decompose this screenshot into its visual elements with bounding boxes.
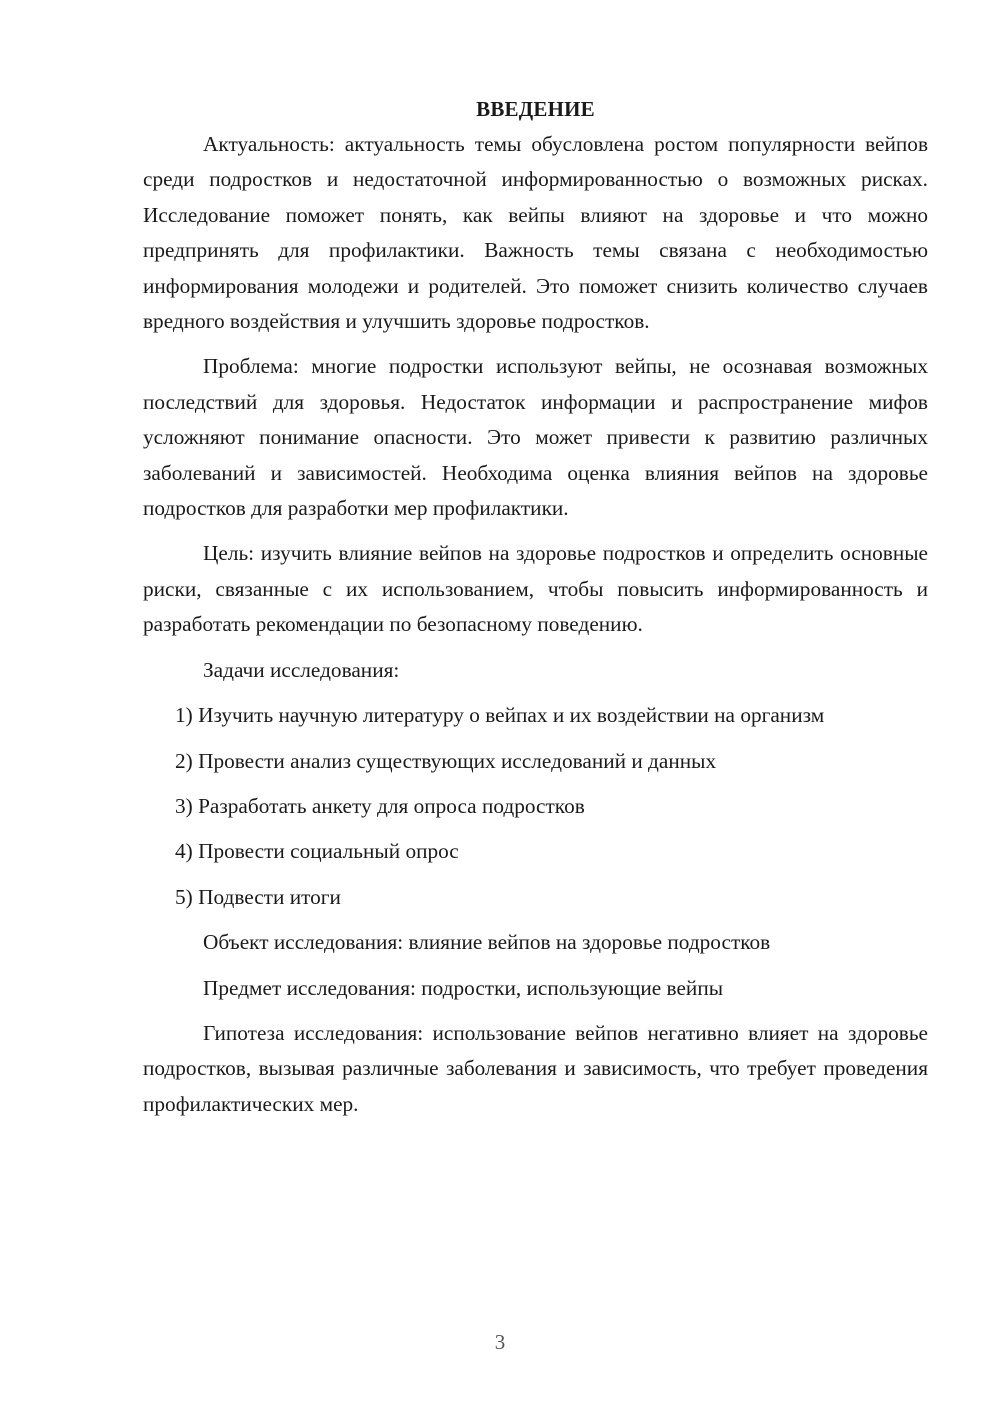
- list-item: 3) Разработать анкету для опроса подростков: [175, 793, 585, 818]
- list-item: 2) Провести анализ существующих исследований и данных: [175, 748, 717, 773]
- subject-paragraph: Предмет исследования: подростки, использующие вейпы: [203, 975, 724, 1000]
- tasks-list: [143, 698, 928, 915]
- goal-paragraph: Цель: изучить влияние вейпов на здоровье подростков и определить основные риски, связанные с их использованием, чтобы повысить информированность и разработать рекомендации по безопасному поведению.: [143, 541, 928, 637]
- list-item: 1) Изучить научную литературу о вейпах и их воздействии на организм: [175, 703, 825, 728]
- object-paragraph: Объект исследования: влияние вейпов на здоровье подростков: [203, 930, 771, 955]
- tasks-title: Задачи исследования:: [203, 657, 400, 682]
- relevance-paragraph: Актуальность: актуальность темы обусловлена ростом популярности вейпов среди подростков и недостаточной информированностью о возможных рисках. Исследование поможет понять, как вейпы влияют на здоровье и что можно предпринять для профилактики. Важность темы связана с необходимостью информирования молодежи и родителей. Это поможет снизить количество случаев вредного воздействия и улучшить здоровье подростков.: [143, 132, 928, 334]
- problem-paragraph: Проблема: многие подростки используют вейпы, не осознавая возможных последствий для здоровья. Недостаток информации и распространение мифов усложняют понимание опасности. Это может привести к развитию различных заболеваний и зависимостей. Необходима оценка влияния вейпов на здоровье подростков для разработки мер профилактики.: [143, 354, 928, 521]
- hypothesis-paragraph: Гипотеза исследования: использование вейпов негативно влияет на здоровье подростков, вызывая различные заболевания и зависимость, что требует проведения профилактических мер.: [143, 1020, 928, 1116]
- section-heading: ВВЕДЕНИЕ: [476, 97, 595, 121]
- document-page: [143, 92, 928, 1132]
- list-item: 4) Провести социальный опрос: [175, 839, 459, 864]
- page-number: 3: [494, 1330, 506, 1354]
- list-item: 5) Подвести итоги: [175, 884, 341, 909]
